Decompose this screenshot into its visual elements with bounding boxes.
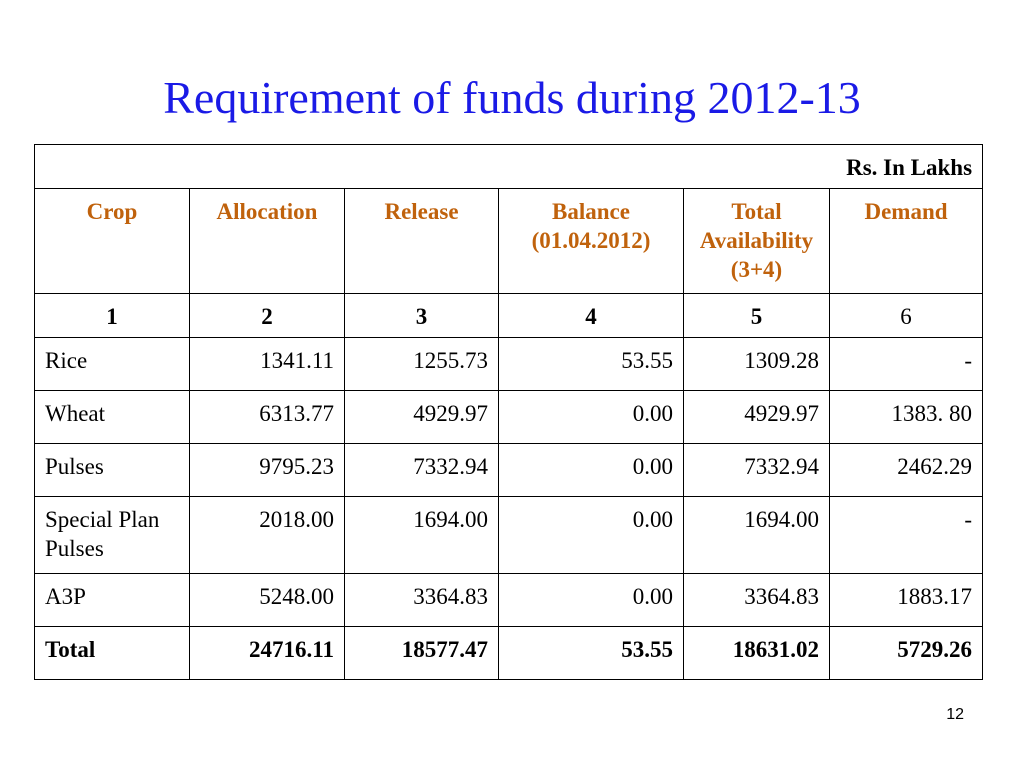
- total-allocation: 24716.11: [190, 627, 345, 680]
- balance-cell: 53.55: [499, 338, 684, 391]
- header-allocation: Allocation: [190, 189, 345, 294]
- funds-table: [34, 144, 983, 680]
- demand-cell: 2462.29: [830, 444, 983, 497]
- table-row: [35, 391, 983, 444]
- column-number-row: [35, 294, 983, 338]
- total-availability-cell: 3364.83: [684, 574, 830, 627]
- slide-title: Requirement of funds during 2012-13: [163, 72, 861, 123]
- page-number: 12: [946, 706, 964, 723]
- header-total-availability: Total Availability (3+4): [684, 189, 830, 294]
- header-release: Release: [345, 189, 499, 294]
- crop-cell: Pulses: [35, 444, 190, 497]
- crop-cell: Special Plan Pulses: [35, 497, 190, 574]
- demand-cell: 1383. 80: [830, 391, 983, 444]
- release-cell: 7332.94: [345, 444, 499, 497]
- column-number: 5: [684, 294, 830, 338]
- table-row: [35, 444, 983, 497]
- demand-cell: 1883.17: [830, 574, 983, 627]
- column-number: 6: [830, 294, 983, 338]
- release-cell: 4929.97: [345, 391, 499, 444]
- table-row: [35, 574, 983, 627]
- total-availability-cell: 7332.94: [684, 444, 830, 497]
- total-label: Total: [35, 627, 190, 680]
- column-number: 4: [499, 294, 684, 338]
- unit-row: [35, 145, 983, 189]
- crop-cell: Wheat: [35, 391, 190, 444]
- total-demand: 5729.26: [830, 627, 983, 680]
- column-number: 1: [35, 294, 190, 338]
- table-row: [35, 338, 983, 391]
- balance-cell: 0.00: [499, 391, 684, 444]
- total-availability-cell: 1309.28: [684, 338, 830, 391]
- total-balance: 53.55: [499, 627, 684, 680]
- demand-cell: -: [830, 497, 983, 574]
- release-cell: 3364.83: [345, 574, 499, 627]
- balance-cell: 0.00: [499, 497, 684, 574]
- balance-cell: 0.00: [499, 574, 684, 627]
- crop-cell: A3P: [35, 574, 190, 627]
- release-cell: 1694.00: [345, 497, 499, 574]
- header-demand: Demand: [830, 189, 983, 294]
- total-total-availability: 18631.02: [684, 627, 830, 680]
- total-availability-cell: 4929.97: [684, 391, 830, 444]
- total-availability-cell: 1694.00: [684, 497, 830, 574]
- allocation-cell: 2018.00: [190, 497, 345, 574]
- release-cell: 1255.73: [345, 338, 499, 391]
- crop-cell: Rice: [35, 338, 190, 391]
- allocation-cell: 9795.23: [190, 444, 345, 497]
- header-balance: Balance (01.04.2012): [499, 189, 684, 294]
- allocation-cell: 1341.11: [190, 338, 345, 391]
- total-row: [35, 627, 983, 680]
- demand-cell: -: [830, 338, 983, 391]
- column-number: 2: [190, 294, 345, 338]
- header-crop: Crop: [35, 189, 190, 294]
- allocation-cell: 6313.77: [190, 391, 345, 444]
- table-row: [35, 497, 983, 574]
- total-release: 18577.47: [345, 627, 499, 680]
- column-number: 3: [345, 294, 499, 338]
- header-row: [35, 189, 983, 294]
- balance-cell: 0.00: [499, 444, 684, 497]
- allocation-cell: 5248.00: [190, 574, 345, 627]
- unit-note: Rs. In Lakhs: [35, 145, 983, 189]
